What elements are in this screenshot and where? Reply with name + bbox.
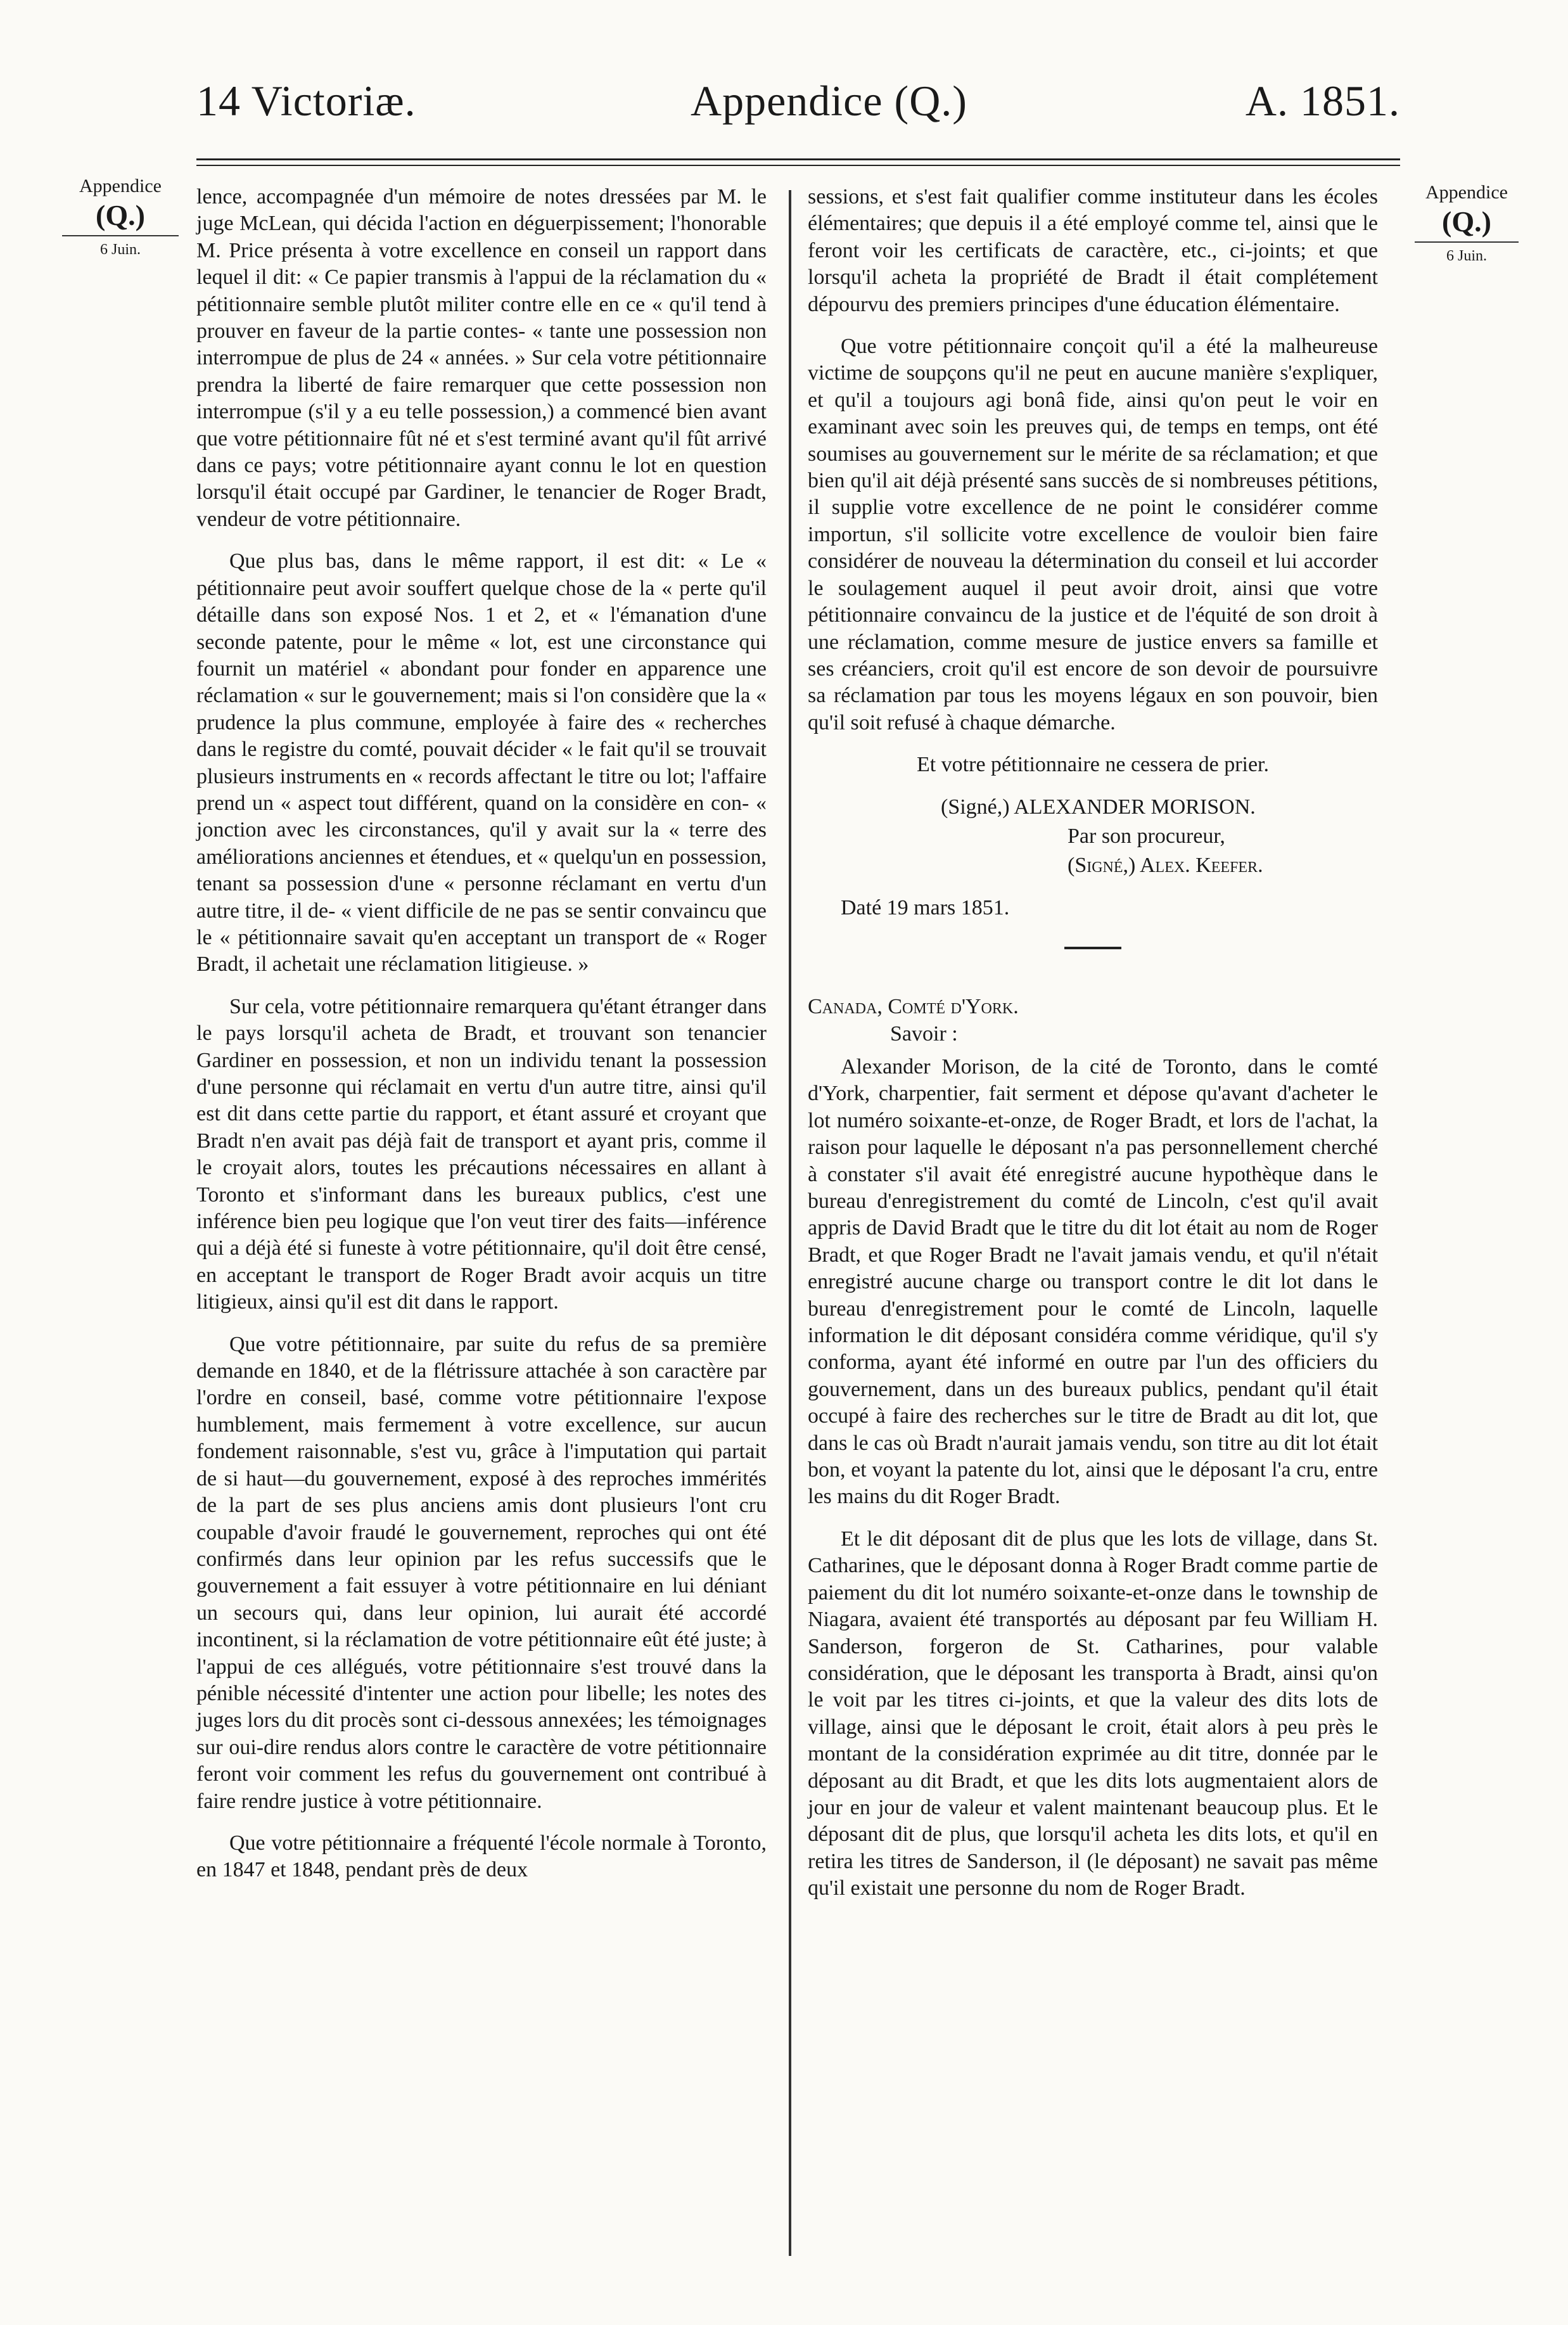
- margin-date: 6 Juin.: [99, 241, 141, 258]
- margin-title: Appendice: [1425, 182, 1508, 203]
- margin-letter: (Q.): [96, 199, 145, 231]
- venue-place: Canada, Comté d'York.: [808, 995, 1019, 1019]
- venue-heading: [808, 994, 1378, 1047]
- margin-date: 6 Juin.: [1446, 248, 1487, 264]
- column-divider: [789, 190, 791, 2256]
- signature-attorney-label: Par son procureur,: [1068, 824, 1225, 848]
- header-rule-thin: [196, 165, 1400, 166]
- date-line: Daté 19 mars 1851.: [841, 895, 1010, 919]
- venue-savoir: Savoir :: [890, 1022, 958, 1046]
- header-appendix: Appendice (Q.): [691, 77, 967, 125]
- margin-note-left: [57, 174, 184, 262]
- signature-attorney: (Signé,) Alex. Keefer.: [1068, 854, 1263, 878]
- header-year: A. 1851.: [1245, 77, 1400, 125]
- margin-brace: [62, 235, 179, 236]
- margin-brace: [1415, 241, 1519, 243]
- paragraph: Sur cela, votre pétitionnaire remarquera qu'étant étranger dans le pays lorsqu'il acheta de Bradt, et trouvant son tenancier Gardiner en possession, et non un individu tenant la possession d'une personne qui réclamait en vertu d'un autre titre, ainsi qu'il est dit dans cette partie du rapport, et étant assuré et croyant que Bradt n'en avait pas déjà fait de transport et ayant pris, comme il le croyait alors, toutes les précautions nécessaires en allant à Toronto et s'informant dans les bureaux publics, c'est une inférence bien peu logique que l'on veut tirer des faits—inférence qui a déjà été si funeste à votre pétitionnaire, qu'il doit être censé, en acceptant le transport de Roger Bradt avoir acquis un titre litigieux, ainsi qu'il est dit dans le rapport.: [196, 994, 767, 1314]
- margin-letter: (Q.): [1442, 205, 1491, 238]
- closing-line: Et votre pétitionnaire ne cessera de prier.: [916, 753, 1270, 777]
- paragraph: Que plus bas, dans le même rapport, il est dit: « Le « pétitionnaire peut avoir souffert quelque chose de la « perte qu'il détaille dans son exposé Nos. 1 et 2, et « l'émanation d'une seconde patente, pour le même « lot, est une circonstance qui fournit un matériel « abondant pour fonder en apparence une réclamation « sur le gouvernement; mais si l'on considère que la « prudence la plus commune, employée à faire des « recherches dans le registre du comté, pouvait décider « le fait qu'il se trouvait plusieurs instruments en « records affectant le titre ou lot; l'affaire prend un « aspect tout différent, quand on la considère en con- « jonction avec les circonstances, qu'il y avait sur la « terre des améliorations anciennes et étendues, et « quelqu'un en possession, tenant sa possession d'une « personne réclamant en vertu d'un autre titre, il de- « vient difficile de ne pas se sentir convaincu que le « pétitionnaire savait qu'en acceptant un transport de « Roger Bradt, il achetait une réclamation litigieuse. »: [196, 549, 767, 977]
- paragraph: sessions, et s'est fait qualifier comme instituteur dans les écoles élémentaires; que depuis il a été employé comme tel, ainsi que le feront voir les certificats de caractère, etc., ci-joints; et que lorsqu'il acheta la propriété de Bradt il était complétement dépourvu des premiers principes d'une éducation élémentaire.: [808, 185, 1378, 316]
- header-rule: [196, 158, 1400, 160]
- running-header: [196, 76, 1400, 133]
- paragraph: Que votre pétitionnaire, par suite du refus de sa première demande en 1840, et de la flétrissure attachée à son caractère par l'ordre en conseil, basé, comme votre pétitionnaire l'expose humblement, mais fermement à votre excellence, sur aucun fondement raisonnable, s'est vu, grâce à l'imputation qui partait de si haut—du gouvernement, exposé à des reproches immérités de la part de ses plus anciens amis dont plusieurs l'ont cru coupable d'avoir fraudé le gouvernement, reproches qui ont été confirmés dans leur opinion par les refus successifs que le gouvernement a fait essuyer à votre pétitionnaire en lui déniant un secours qui, dans leur opinion, lui aurait été accordé incontinent, si la réclamation de votre pétitionnaire eût été juste; à l'appui de ces allégués, votre pétitionnaire s'est trouvé dans la pénible nécessité d'intenter une action pour libelle; les notes des juges lors du dit procès sont ci-dessous annexées; les témoignages sur oui-dire rendus alors contre le caractère de votre pétitionnaire feront voir comment les refus du gouvernement ont contribué à faire rendre justice à votre pétitionnaire.: [196, 1332, 767, 1813]
- section-rule: [1064, 947, 1121, 949]
- header-regnal-year: 14 Victoriæ.: [196, 77, 416, 125]
- paragraph: Que votre pétitionnaire a fréquenté l'école normale à Toronto, en 1847 et 1848, pendant près de deux: [196, 1831, 767, 1882]
- paragraph: Et le dit déposant dit de plus que les lots de village, dans St. Catharines, que le déposant donna à Roger Bradt comme partie de paiement du dit lot numéro soixante-et-onze dans le township de Niagara, avaient été transportés au déposant par feu William H. Sanderson, forgeron de St. Catharines, pour valable considération, que le déposant les transporta à Bradt, ainsi qu'on le voit par les titres ci-joints, et que la valeur des dits lots de village, ainsi que le déposant le croit, était alors à peu près le montant de la considération exprimée au dit titre, donnée par le déposant au dit Bradt, et que les dits lots augmentaient alors de jour en jour de valeur et valent maintenant beaucoup plus. Et le déposant dit de plus, que lorsqu'il acheta les dits lots, et qu'il en retira les titres de Sanderson, il (le déposant) ne savait pas même qu'il existait une personne du nom de Roger Bradt.: [808, 1527, 1378, 1900]
- paragraph: Alexander Morison, de la cité de Toronto, dans le comté d'York, charpentier, fait serment et dépose qu'avant d'acheter le lot numéro soixante-et-onze, de Roger Bradt, et lors de l'achat, la raison pour laquelle le déposant n'a pas personnellement cherché à constater s'il avait été enregistré aucune hypothèque dans le bureau d'enregistrement du comté de Lincoln, c'est qu'il avait appris de David Bradt que le titre du dit lot était au nom de Roger Bradt, et que Roger Bradt ne l'avait jamais vendu, et qu'il n'était enregistré aucune charge ou transport contre le dit lot dans le bureau d'enregistrement pour le comté de Lincoln, laquelle information le dit déposant considéra comme véridique, qu'il s'y conforma, ayant été informé en outre par l'un des officiers du gouvernement, dans un des bureaux publics, pendant qu'il était occupé à faire des recherches sur le titre de Bradt au dit lot, que dans le cas où Bradt n'aurait jamais vendu, son titre au dit lot était bon, et voyant la patente du lot, ainsi que le déposant l'a cru, entre les mains du dit Roger Bradt.: [808, 1054, 1378, 1509]
- signature-name: (Signé,) ALEXANDER MORISON.: [941, 795, 1256, 819]
- margin-title: Appendice: [79, 176, 162, 196]
- paragraph: Que votre pétitionnaire conçoit qu'il a été la malheureuse victime de soupçons qu'il ne peut en aucune manière s'expliquer, et qu'il a toujours agi bonâ fide, ainsi qu'on peut le voir en examinant avec soin les preuves qui, de temps en temps, ont été soumises au gouvernement sur le mérite de sa réclamation; et que bien qu'il ait déjà présenté sans succès de si nombreuses pétitions, il supplie votre excellence de ne point le considérer comme importun, s'il sollicite votre excellence de vouloir bien faire considérer de nouveau la détermination du conseil et lui accorder le soulagement auquel il peut avoir droit, ainsi que votre pétitionnaire convaincu de la justice et de l'équité de son droit à une réclamation, comme mesure de justice envers sa famille et ses créanciers, croit qu'il est encore de son devoir de poursuivre sa réclamation par tous les moyens légaux en son pouvoir, bien qu'il soit refusé à chaque démarche.: [808, 335, 1378, 734]
- right-column: [808, 184, 1378, 1918]
- paragraph: lence, accompagnée d'un mémoire de notes dressées par M. le juge McLean, qui décida l'action en déguerpissement; l'honorable M. Price présenta à votre excellence en conseil un rapport dans lequel il dit: « Ce papier transmis à l'appui de la réclamation du « pétitionnaire semble plutôt militer contre elle en ce « qu'il tend à prouver en faveur de la partie contes- « tante une possession non interrompue de plus de 24 « années. » Sur cela votre pétitionnaire prendra la liberté de faire remarquer que cette possession non interrompue (s'il y a eu telle possession,) a commencé bien avant que votre pétitionnaire fût né et s'est terminé avant qu'il fût arrivé dans ce pays; votre pétitionnaire ayant connu le lot en question lorsqu'il était occupé par Gardiner, le tenancier de Roger Bradt, vendeur de votre pétitionnaire.: [196, 185, 767, 531]
- margin-note-right: [1410, 181, 1524, 268]
- left-column: [196, 184, 767, 1899]
